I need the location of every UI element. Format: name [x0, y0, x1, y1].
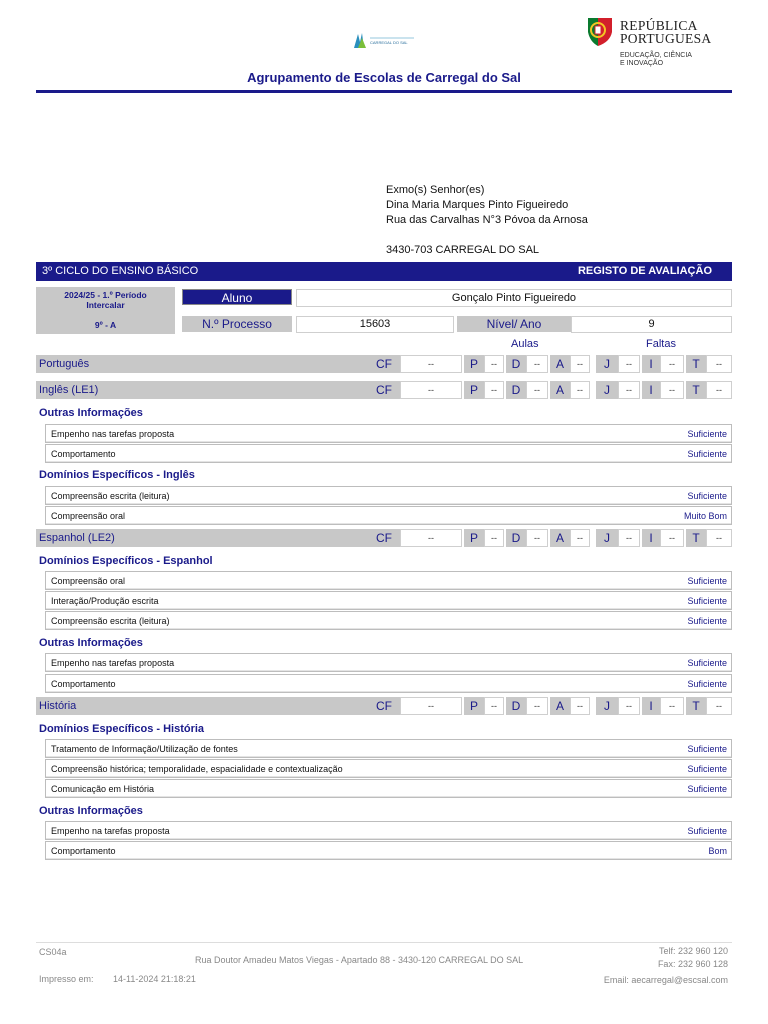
- item-grade: Suficiente: [687, 784, 727, 794]
- footer-address: Rua Doutor Amadeu Matos Viegas - Apartado 88 - 3430-120 CARREGAL DO SAL: [195, 955, 524, 965]
- cf-value: --: [400, 355, 462, 373]
- d-label: D: [506, 697, 526, 715]
- i-value: --: [660, 381, 684, 399]
- section-heading: Outras Informações: [39, 637, 143, 649]
- period-text: 2024/25 - 1.º Período Intercalar: [64, 290, 147, 310]
- subject-row: [36, 381, 732, 399]
- list-item: [45, 486, 732, 505]
- cf-value: --: [400, 529, 462, 547]
- list-item: [45, 591, 732, 610]
- item-grade: Suficiente: [687, 576, 727, 586]
- cf-value: --: [400, 381, 462, 399]
- subject-row: [36, 355, 732, 373]
- p-value: --: [484, 697, 504, 715]
- subject-name: Espanhol (LE2): [36, 529, 368, 547]
- item-grade: Suficiente: [687, 491, 727, 501]
- level-year-label: Nível/ Ano: [457, 316, 571, 332]
- list-item: [45, 424, 732, 443]
- student-name: Gonçalo Pinto Figueiredo: [296, 289, 732, 307]
- item-grade: Suficiente: [687, 449, 727, 459]
- p-value: --: [484, 355, 504, 373]
- item-grade: Bom: [708, 846, 727, 856]
- j-label: J: [596, 381, 618, 399]
- j-label: J: [596, 529, 618, 547]
- a-value: --: [570, 529, 590, 547]
- d-value: --: [526, 355, 548, 373]
- item-label: Comportamento: [51, 449, 116, 459]
- cf-label: CF: [368, 529, 400, 547]
- recipient-address: [386, 183, 588, 258]
- section-heading: Domínios Específicos - Espanhol: [39, 555, 213, 567]
- class-label: 9º - A: [94, 320, 117, 330]
- list-item: [45, 759, 732, 778]
- student-label: Aluno: [182, 289, 292, 305]
- cf-label: CF: [368, 355, 400, 373]
- school-logo: [350, 30, 416, 52]
- school-logo-icon: [350, 30, 416, 52]
- j-value: --: [618, 529, 640, 547]
- item-grade: Suficiente: [687, 429, 727, 439]
- process-number-label: N.º Processo: [182, 316, 292, 332]
- j-label: J: [596, 355, 618, 373]
- cycle-label: 3º CICLO DO ENSINO BÁSICO: [42, 265, 199, 277]
- cf-value: --: [400, 697, 462, 715]
- j-value: --: [618, 355, 640, 373]
- level-year: 9: [571, 316, 732, 333]
- subject-name: Inglês (LE1): [36, 381, 368, 399]
- list-item: [45, 739, 732, 758]
- p-label: P: [464, 529, 484, 547]
- subject-name: História: [36, 697, 368, 715]
- recipient-name: Dina Maria Marques Pinto Figueiredo: [386, 199, 569, 211]
- d-value: --: [526, 381, 548, 399]
- section-heading: Domínios Específicos - História: [39, 723, 205, 735]
- d-label: D: [506, 529, 526, 547]
- i-value: --: [660, 355, 684, 373]
- a-label: A: [550, 355, 570, 373]
- i-value: --: [660, 697, 684, 715]
- section-heading: Outras Informações: [39, 407, 143, 419]
- item-grade: Muito Bom: [683, 511, 727, 521]
- report-header-bar: [36, 262, 732, 281]
- t-label: T: [686, 697, 706, 715]
- i-label: I: [642, 697, 660, 715]
- recipient-street: Rua das Carvalhas N°3 Póvoa da Arnosa: [386, 214, 588, 226]
- j-label: J: [596, 697, 618, 715]
- item-grade: Suficiente: [687, 764, 727, 774]
- t-value: --: [706, 697, 732, 715]
- t-label: T: [686, 381, 706, 399]
- recipient-postal: 3430-703 CARREGAL DO SAL: [386, 244, 540, 256]
- j-value: --: [618, 381, 640, 399]
- item-label: Comportamento: [51, 846, 116, 856]
- t-value: --: [706, 355, 732, 373]
- subject-row: [36, 529, 732, 547]
- period-box: [36, 287, 175, 334]
- absences-heading: Faltas: [646, 338, 676, 350]
- report-type-label: REGISTO DE AVALIAÇÃO: [577, 265, 712, 277]
- process-number: 15603: [296, 316, 454, 333]
- salutation: Exmo(s) Senhor(es): [386, 184, 485, 196]
- government-logo: [586, 16, 716, 70]
- list-item: [45, 653, 732, 672]
- d-label: D: [506, 381, 526, 399]
- item-label: Compreensão escrita (leitura): [51, 616, 170, 626]
- p-label: P: [464, 697, 484, 715]
- p-label: P: [464, 381, 484, 399]
- d-label: D: [506, 355, 526, 373]
- item-label: Compreensão escrita (leitura): [51, 491, 170, 501]
- subject-row: [36, 697, 732, 715]
- footer-email[interactable]: Email: aecarregal@escsal.com: [603, 975, 728, 985]
- title-divider: [36, 90, 732, 93]
- item-label: Tratamento de Informação/Utilização de fontes: [51, 744, 238, 754]
- subject-name: Português: [36, 355, 368, 373]
- item-label: Interação/Produção escrita: [51, 596, 159, 606]
- a-value: --: [570, 697, 590, 715]
- list-item: [45, 841, 732, 860]
- t-value: --: [706, 381, 732, 399]
- a-label: A: [550, 381, 570, 399]
- classes-heading: Aulas: [511, 338, 539, 350]
- p-value: --: [484, 381, 504, 399]
- item-label: Empenho na tarefas proposta: [51, 826, 170, 836]
- printed-label: Impresso em:: [39, 974, 94, 984]
- coat-of-arms-icon: [586, 16, 616, 48]
- d-value: --: [526, 529, 548, 547]
- a-label: A: [550, 697, 570, 715]
- svg-text:CARREGAL DO SAL: CARREGAL DO SAL: [370, 40, 408, 45]
- item-label: Empenho nas tarefas proposta: [51, 429, 175, 439]
- list-item: [45, 444, 732, 463]
- item-grade: Suficiente: [687, 679, 727, 689]
- i-label: I: [642, 529, 660, 547]
- p-label: P: [464, 355, 484, 373]
- printed-timestamp: 14-11-2024 21:18:21: [113, 974, 196, 984]
- item-label: Compreensão oral: [51, 576, 126, 586]
- t-value: --: [706, 529, 732, 547]
- footer-divider: [36, 942, 732, 943]
- list-item: [45, 611, 732, 630]
- document-code: CS04a: [39, 947, 67, 957]
- list-item: [45, 571, 732, 590]
- cf-label: CF: [368, 381, 400, 399]
- item-grade: Suficiente: [687, 596, 727, 606]
- list-item: [45, 674, 732, 693]
- d-value: --: [526, 697, 548, 715]
- item-label: Comportamento: [51, 679, 116, 689]
- item-grade: Suficiente: [687, 744, 727, 754]
- t-label: T: [686, 355, 706, 373]
- item-label: Empenho nas tarefas proposta: [51, 658, 175, 668]
- j-value: --: [618, 697, 640, 715]
- footer-phone: Telf: 232 960 120: [658, 946, 728, 956]
- section-heading: Domínios Específicos - Inglês: [39, 469, 195, 481]
- list-item: [45, 506, 732, 525]
- a-value: --: [570, 381, 590, 399]
- i-value: --: [660, 529, 684, 547]
- item-grade: Suficiente: [687, 658, 727, 668]
- p-value: --: [484, 529, 504, 547]
- cf-label: CF: [368, 697, 400, 715]
- a-value: --: [570, 355, 590, 373]
- i-label: I: [642, 381, 660, 399]
- item-label: Compreensão oral: [51, 511, 126, 521]
- t-label: T: [686, 529, 706, 547]
- item-grade: Suficiente: [687, 616, 727, 626]
- school-title: Agrupamento de Escolas de Carregal do Sal: [247, 70, 521, 85]
- gov-name-line1: REPÚBLICA: [620, 18, 698, 33]
- footer-fax: Fax: 232 960 128: [657, 959, 728, 969]
- list-item: [45, 821, 732, 840]
- item-label: Comunicação em História: [51, 784, 155, 794]
- gov-ministry: EDUCAÇÃO, CIÊNCIA E INOVAÇÃO: [620, 52, 692, 67]
- i-label: I: [642, 355, 660, 373]
- gov-name-line2: PORTUGUESA: [620, 31, 712, 46]
- section-heading: Outras Informações: [39, 805, 143, 817]
- item-grade: Suficiente: [687, 826, 727, 836]
- item-label: Compreensão histórica; temporalidade, espacialidade e contextualização: [51, 764, 343, 774]
- a-label: A: [550, 529, 570, 547]
- list-item: [45, 779, 732, 798]
